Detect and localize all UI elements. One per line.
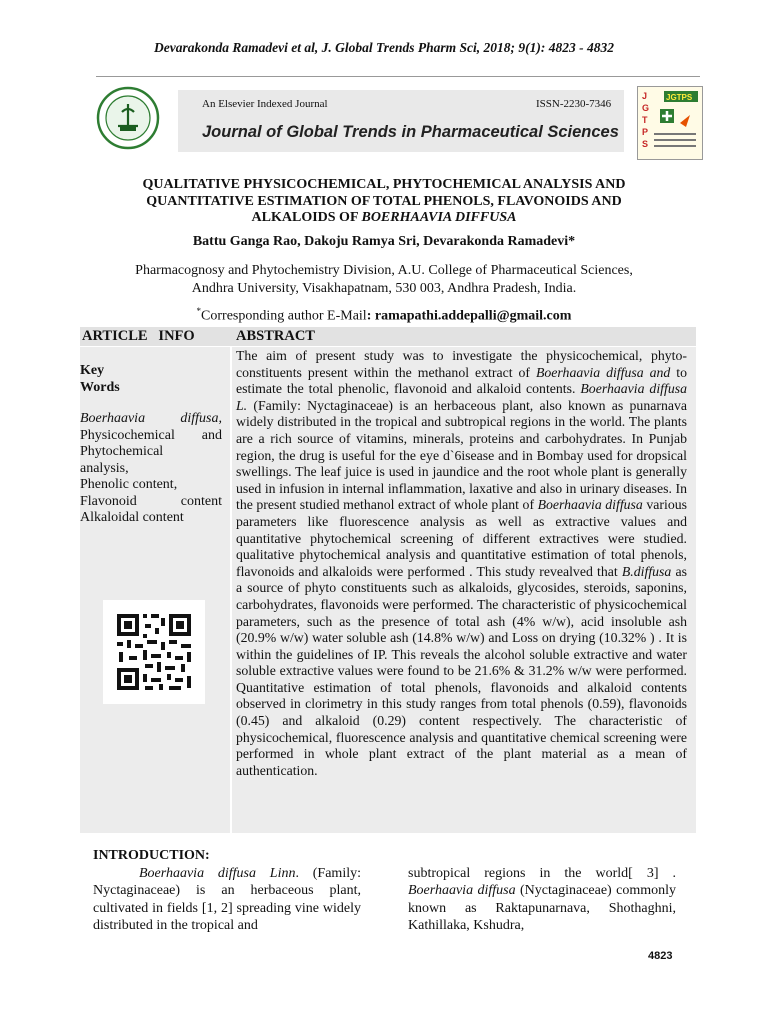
journal-name: Journal of Global Trends in Pharmaceutical Sciences	[202, 123, 619, 141]
society-seal-logo	[96, 86, 160, 150]
introduction-heading: INTRODUCTION:	[93, 848, 210, 863]
svg-text:P: P	[642, 127, 649, 137]
abstract-text: The aim of present study was to investigate the physicochemical, phyto-constituents present within the methanol extract of Boerhaavia diffusa and to estimate the total phenolic, flavonoid and alkaloid contents. Boerhaavia diffusa L. (Family: Nyctaginaceae) is an herbaceous plant, also known as punarnava widely distributed in the tropical and subtropical regions in the world. The plants are a rich source of vitamins, minerals, proteins and carbohydrates. In Punjab region, the drug is useful for the eye d`6isease and in Bombay used for dropsical swellings. The leaf juice is used in jaundice and the root whole plant is generally used in infusion in internal inflammation, laxative and also in urinary diseases. In the present studied methanol extract of whole plant of Boerhaavia diffusa various parameters like fluorescence analysis as well as extractive values and quantitative phytochemical screening of different extractives were studied. qualitative phytochemical analysis and quantitative estimation of total phenols, flavonoids and alkaloids were performed . This study revealved that B.diffusa as a source of phyto constituents such as alkaloids, glycosides, steroids, saponins, carbohydrates, flavonoids were performed. The characteristic of physicochemical parameters, such as the presence of total ash (4% w/w), acid insoluble ash (20.9% w/w) water soluble ash (14.8% w/w) and Loss on drying (10.32% ) . It is within the guidelines of IP. This reveals the alcohol soluble extractive and water soluble extractive values were found to be 21.6% & 31.2% w/w were performed. Quantitative estimation of total phenols, flavonoids and alkaloid contents observed in clorimetry in this study ranges from total phenols (0.59), flavonoids (0.45) and alkaloid (0.29) content respectively. The characteristic of physicochemical, fluorescence analysis and quantitative chemical screening were performed in whole plant extract of the plant material as a mean of authentication.	[236, 348, 687, 778]
author-list: Battu Ganga Rao, Dakoju Ramya Sri, Devarakonda Ramadevi*	[192, 234, 576, 249]
keyword-item: Phenolic content,	[80, 477, 178, 492]
svg-text:S: S	[642, 139, 649, 149]
corresponding-author: *Corresponding author E-Mail: ramapathi.addepalli@gmail.com	[196, 306, 572, 324]
citation-header: Devarakonda Ramadevi et al, J. Global Trends Pharm Sci, 2018; 9(1): 4823 - 4832	[154, 40, 614, 55]
svg-text:J: J	[642, 91, 648, 101]
keyword-item: Boerhaavia diffusa,	[80, 411, 222, 426]
affiliation: Pharmacognosy and Phytochemistry Division, A.U. College of Pharmaceutical Sciences, Andhra University, Visakhapatnam, 530 003, Andhra Pradesh, India.	[135, 263, 633, 296]
introduction-right-column: subtropical regions in the world[ 3] . Boerhaavia diffusa (Nyctaginaceae) commonly known as Raktapunarnava, Shothaghni, Kathillaka, Kshudra,	[408, 866, 676, 934]
keywords-heading: Key Words	[80, 363, 120, 395]
issn-label: ISSN-2230-7346	[536, 98, 612, 110]
keyword-item: Alkaloidal content	[80, 510, 184, 525]
corresponding-email: : ramapathi.addepalli@gmail.com	[366, 308, 572, 324]
page-number: 4823	[648, 950, 673, 962]
svg-text:T: T	[642, 115, 648, 125]
qr-code	[103, 600, 205, 704]
keywords-list	[80, 411, 222, 527]
svg-text:G: G	[642, 103, 650, 113]
keyword-item: Physicochemical and	[80, 427, 222, 443]
keyword-item: Phytochemical	[80, 444, 164, 459]
jgtps-logo	[637, 86, 703, 160]
article-title: QUALITATIVE PHYSICOCHEMICAL, PHYTOCHEMICAL ANALYSIS AND QUANTITATIVE ESTIMATION OF TOTAL PHENOLS, FLAVONOIDS AND ALKALOIDS OF BOERHAAVIA DIFFUSA	[142, 177, 626, 225]
header-rule	[96, 76, 700, 77]
introduction-left-column: Boerhaavia diffusa Linn. (Family: Nyctaginaceae) is an herbaceous plant, cultivated in fields [1, 2] spreading vine widely distributed in the tropical and	[93, 866, 361, 934]
elsevier-indexed-label: An Elsevier Indexed Journal	[202, 98, 328, 110]
abstract-header: ABSTRACT	[236, 328, 315, 344]
article-info-header: ARTICLE INFO	[82, 328, 195, 344]
keyword-item: Flavonoid content	[80, 493, 222, 509]
jgtps-logo-text: JGTPS	[666, 93, 693, 102]
keyword-item: analysis,	[80, 460, 129, 476]
